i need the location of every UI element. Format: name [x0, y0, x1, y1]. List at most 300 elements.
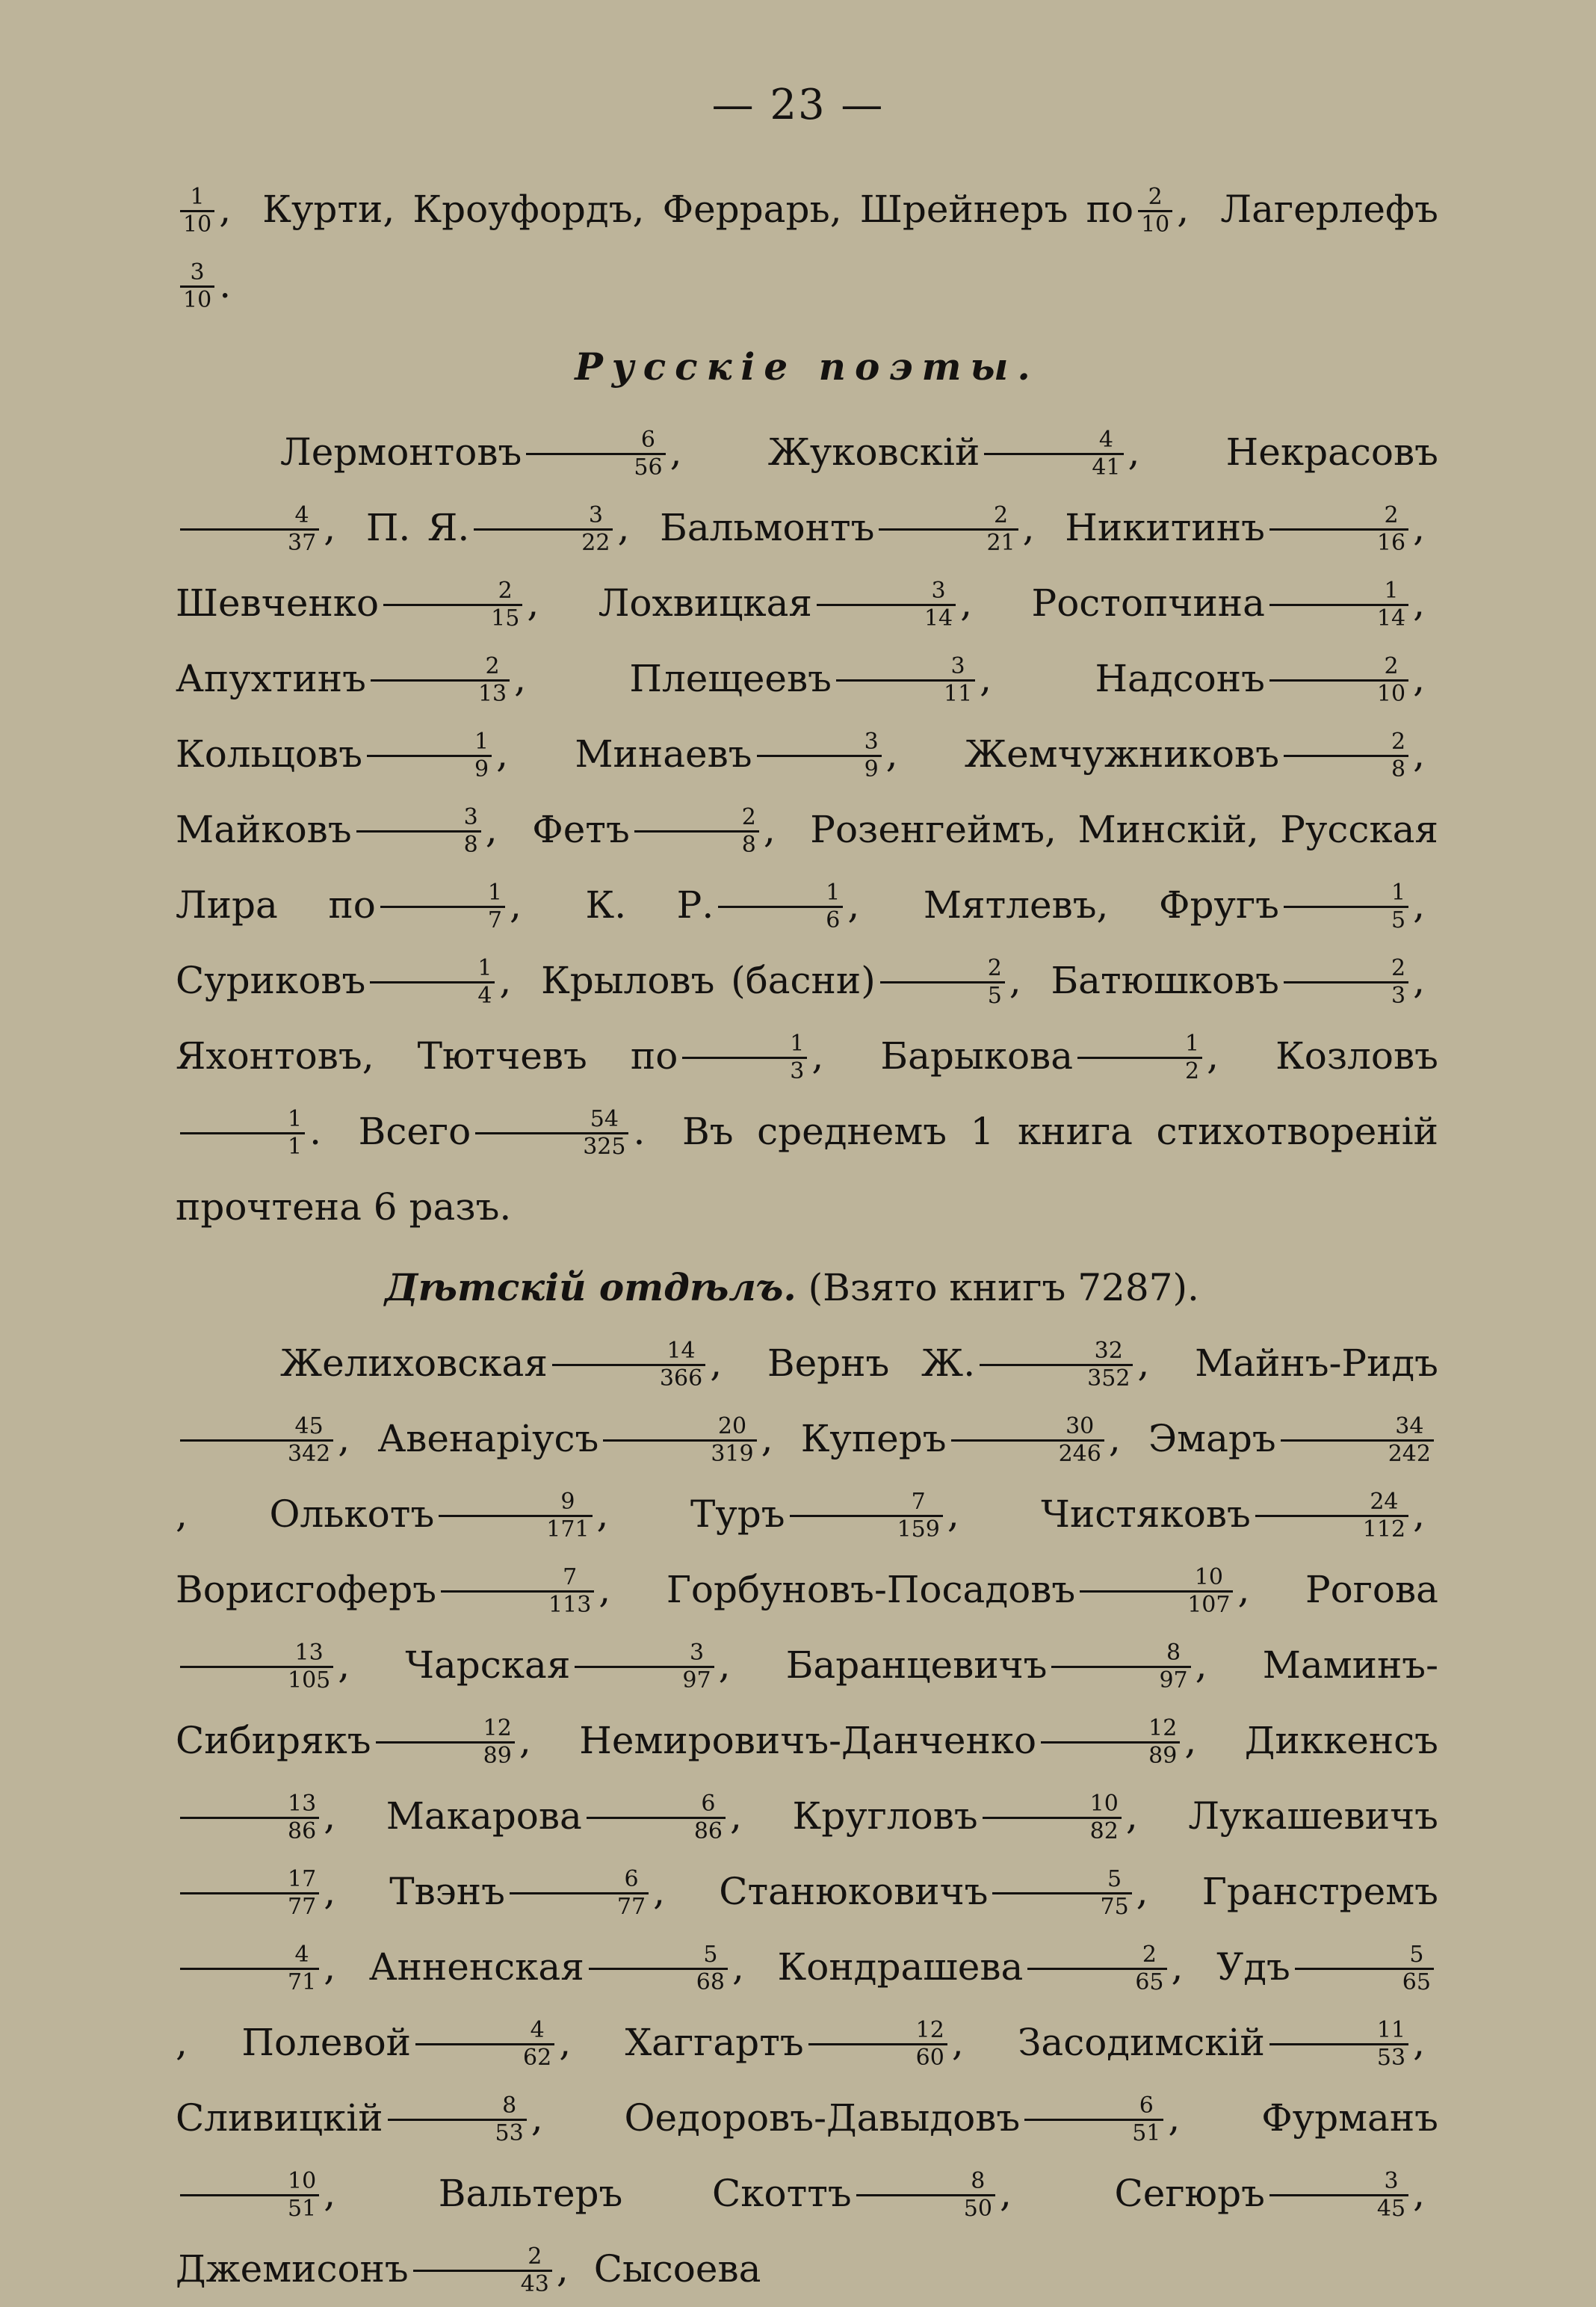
- fraction-numerator: 1: [1384, 577, 1399, 604]
- entry-punctuation: ,: [999, 2172, 1012, 2215]
- fraction-numerator: 6: [1139, 2092, 1154, 2119]
- entry-label: К. Р.: [585, 883, 714, 927]
- entry-fraction: [682, 1032, 807, 1084]
- fraction-numerator: 24: [1370, 1488, 1399, 1515]
- fraction-denominator: 107: [1080, 1590, 1233, 1617]
- frequency-entry: [368, 1941, 758, 1995]
- fraction-denominator: 21: [879, 528, 1018, 555]
- entry-fraction: [1269, 652, 1408, 707]
- entry-punctuation: ,: [951, 2021, 964, 2064]
- frequency-entry: [660, 501, 1048, 556]
- entry-fraction: [1269, 2016, 1408, 2071]
- frequency-entry: [579, 1714, 1210, 1769]
- fraction-numerator: 12: [1148, 1714, 1178, 1741]
- entry-punctuation: ,: [596, 1492, 609, 1536]
- fraction-numerator: 3: [931, 577, 946, 604]
- entry-label: Шевченко: [176, 581, 380, 625]
- entry-punctuation: ,: [1237, 1568, 1250, 1611]
- entry-punctuation: ,: [1413, 959, 1425, 1002]
- fraction-numerator: 8: [502, 2092, 517, 2119]
- entry-punctuation: ,: [710, 1341, 723, 1385]
- fraction-numerator: 1: [474, 728, 489, 755]
- frequency-entry: [598, 577, 986, 631]
- fraction-denominator: 13: [371, 679, 510, 706]
- fraction-denominator: 86: [587, 1817, 726, 1844]
- fraction-numerator: 3: [463, 803, 478, 830]
- entry-punctuation: ,: [556, 2247, 569, 2291]
- fraction-numerator: 10: [288, 2167, 317, 2194]
- fraction-numerator: 13: [294, 1639, 324, 1666]
- entry-punctuation: ,: [499, 959, 512, 1002]
- frequency-entry: [880, 1030, 1232, 1084]
- entry-fraction: [180, 1943, 319, 1995]
- frequency-entry: [594, 2247, 761, 2291]
- entry-fraction: [880, 954, 1005, 1009]
- entry-label: Минаевъ: [575, 732, 752, 776]
- entry-label: Твэнъ: [389, 1870, 505, 1913]
- fraction-denominator: 89: [1041, 1741, 1180, 1768]
- entry-punctuation: ,: [669, 430, 682, 474]
- fraction-denominator: 9: [367, 755, 492, 782]
- entry-label: Удъ: [1216, 1945, 1290, 1989]
- entry-punctuation: ,: [1125, 1794, 1138, 1838]
- fraction-denominator: 68: [589, 1968, 728, 1995]
- fraction-numerator: 20: [717, 1412, 747, 1439]
- fraction-numerator: 4: [294, 1941, 309, 1968]
- entry-fraction: [1051, 1641, 1190, 1693]
- fraction-denominator: 16: [1269, 528, 1408, 555]
- entry-fraction: [180, 501, 319, 556]
- entry-punctuation: ,: [485, 808, 498, 851]
- fraction-numerator: 2: [987, 954, 1002, 981]
- frequency-entry: [1051, 954, 1438, 1009]
- entry-label: Чарская: [405, 1643, 571, 1687]
- fraction-numerator: 2: [528, 2243, 542, 2270]
- fraction-numerator: 3: [588, 501, 603, 528]
- frequency-entry: [792, 1790, 1151, 1844]
- entry-punctuation: ,: [1136, 1870, 1148, 1913]
- entry-label: Барыкова: [880, 1034, 1074, 1078]
- fraction-numerator: 3: [190, 259, 205, 285]
- fraction-denominator: 89: [376, 1741, 515, 1768]
- fraction-numerator: 2: [994, 501, 1009, 528]
- russian-poets-paragraph: [176, 415, 1438, 1245]
- fraction-denominator: 50: [856, 2194, 995, 2221]
- frequency-entry: [964, 728, 1438, 782]
- entry-label: Сегюръ: [1114, 2172, 1265, 2215]
- fraction-denominator: 75: [992, 1892, 1131, 1919]
- entry-fraction: [370, 954, 495, 1009]
- fraction-denominator: 3: [682, 1057, 807, 1084]
- entry-punctuation: ,: [598, 1568, 611, 1611]
- entry-fraction: [510, 1865, 649, 1920]
- fraction-numerator: 7: [911, 1488, 926, 1515]
- fraction-numerator: 2: [1391, 728, 1406, 755]
- entry-punctuation: ,: [1137, 1341, 1150, 1385]
- fraction-denominator: 51: [1024, 2119, 1163, 2146]
- entry-fraction: [984, 428, 1123, 480]
- entry-punctuation: ,: [338, 1417, 350, 1460]
- entry-punctuation: ,: [1413, 506, 1425, 549]
- fraction-denominator: 342: [180, 1439, 333, 1466]
- entry-label: Оедоровъ-Давыдовъ: [624, 2096, 1021, 2140]
- fraction-numerator: 3: [864, 728, 879, 755]
- frequency-entry: [386, 1790, 755, 1844]
- entry-label: Станюковичъ: [719, 1870, 989, 1913]
- entry-label: Мятлевъ, Фругъ: [923, 883, 1279, 927]
- entry-label: Диккенсъ: [1244, 1719, 1438, 1762]
- frequency-entry: [777, 1941, 1197, 1995]
- fraction-denominator: 5: [880, 981, 1005, 1008]
- fraction-denominator: 113: [441, 1590, 594, 1617]
- entry-fraction: [439, 1490, 592, 1542]
- entry-punctuation: ,: [1009, 959, 1021, 1002]
- fraction-denominator: 242: [1281, 1439, 1434, 1466]
- frequency-entry: [666, 1563, 1264, 1618]
- fraction-denominator: 3: [1284, 981, 1408, 1008]
- frequency-entry: [923, 879, 1438, 933]
- entry-label: Макарова: [386, 1794, 582, 1838]
- entry-fraction: [1284, 730, 1408, 782]
- entry-punctuation: ,: [653, 1870, 666, 1913]
- entry-label: Анненская: [368, 1945, 584, 1989]
- entry-punctuation: .: [219, 263, 232, 306]
- entry-label: Кругловъ: [792, 1794, 978, 1838]
- frequency-entry: [377, 1412, 786, 1467]
- entry-label: Сливицкій: [176, 2096, 383, 2140]
- entry-fraction: [856, 2169, 995, 2221]
- entry-fraction: [992, 1865, 1131, 1920]
- fraction-denominator: 56: [526, 453, 665, 480]
- fraction-denominator: 53: [388, 2119, 527, 2146]
- frequency-entry: [575, 728, 911, 782]
- entry-fraction: [1024, 2094, 1163, 2146]
- entry-punctuation: ,: [531, 2096, 543, 2140]
- frequency-entry: [358, 1105, 659, 1160]
- fraction-denominator: 43: [413, 2270, 552, 2297]
- fraction-numerator: 1: [190, 183, 205, 210]
- entry-fraction: [757, 730, 882, 782]
- entry-fraction: [634, 803, 759, 858]
- frequency-entry: [176, 2243, 582, 2297]
- entry-label: Желиховская: [280, 1341, 548, 1385]
- entry-label: Эмаръ: [1148, 1417, 1276, 1460]
- entry-fraction: [790, 1490, 943, 1542]
- entry-fraction: [1284, 881, 1408, 933]
- frequency-entry: [1095, 652, 1438, 707]
- fraction-denominator: 60: [808, 2043, 947, 2070]
- fraction-numerator: 2: [485, 652, 500, 679]
- entry-fraction: [180, 1412, 333, 1467]
- entry-fraction: [180, 1792, 319, 1844]
- fraction-numerator: 30: [1065, 1412, 1095, 1439]
- entry-label: Апухтинъ: [176, 657, 366, 700]
- fraction-denominator: 112: [1255, 1515, 1408, 1542]
- fraction-numerator: 7: [563, 1563, 578, 1590]
- entry-punctuation: ,: [732, 1945, 744, 1989]
- entry-label: Жемчужниковъ: [964, 732, 1279, 776]
- page-number: — 23 —: [711, 81, 885, 129]
- frequency-entry: [719, 1865, 1161, 1920]
- entry-fraction: [980, 1339, 1133, 1391]
- fraction-numerator: 9: [560, 1488, 575, 1515]
- frequency-entry: [767, 1337, 1163, 1392]
- fraction-numerator: 6: [701, 1790, 716, 1817]
- fraction-numerator: 2: [1384, 652, 1399, 679]
- fraction-numerator: 2: [1142, 1941, 1157, 1968]
- entry-label: Ворисгоферъ: [176, 1568, 437, 1611]
- entry-punctuation: ,: [496, 732, 508, 776]
- entry-fraction: [589, 1943, 728, 1995]
- entry-label: Олькотъ: [269, 1492, 435, 1536]
- entry-fraction: [180, 1105, 305, 1160]
- entry-punctuation: ,: [1207, 1034, 1219, 1078]
- entry-punctuation: ,: [617, 506, 630, 549]
- fraction-denominator: 45: [1269, 2194, 1408, 2221]
- entry-label: Гранстремъ: [1201, 1870, 1438, 1913]
- entry-fraction: [1077, 1032, 1202, 1084]
- fraction-denominator: 15: [383, 604, 522, 631]
- fraction-numerator: 8: [1166, 1639, 1181, 1666]
- frequency-entry: [365, 501, 643, 556]
- fraction-numerator: 2: [1391, 954, 1406, 981]
- frequency-entry: [625, 2016, 977, 2071]
- fraction-numerator: 1: [487, 879, 502, 906]
- fraction-numerator: 1: [288, 1105, 303, 1132]
- fraction-denominator: 10: [180, 285, 214, 312]
- entry-punctuation: ,: [338, 1643, 350, 1687]
- fraction-denominator: 41: [984, 453, 1123, 480]
- fraction-numerator: 5: [703, 1941, 718, 1968]
- fraction-denominator: 22: [474, 528, 613, 555]
- entry-fraction: [180, 1641, 333, 1693]
- childrens-section-heading: [176, 1250, 1438, 1326]
- entry-label: Сысоева: [593, 2247, 761, 2291]
- entry-label: Вальтеръ Скоттъ: [438, 2172, 852, 2215]
- fraction-numerator: 17: [288, 1865, 317, 1892]
- entry-label: Полевой: [241, 2021, 412, 2064]
- entry-punctuation: ,: [1177, 188, 1190, 231]
- fraction-numerator: 4: [1098, 426, 1113, 453]
- entry-punctuation: ,: [1413, 657, 1425, 700]
- poets-summary: Въ среднемъ 1 книга стихотвореній прочтена 6 разъ.: [176, 1110, 1438, 1229]
- entry-fraction: [983, 1792, 1122, 1844]
- entry-label: Горбуновъ-Посадовъ: [666, 1568, 1076, 1611]
- entry-fraction: [1269, 501, 1408, 556]
- fraction-numerator: 13: [288, 1790, 317, 1817]
- entry-fraction: [879, 501, 1018, 556]
- fraction-numerator: 12: [915, 2016, 944, 2043]
- entry-label: Лермонтовъ: [280, 430, 522, 474]
- entry-label: Хаггартъ: [625, 2021, 804, 2064]
- fraction-denominator: 77: [180, 1892, 319, 1919]
- fraction-denominator: 37: [180, 528, 319, 555]
- entry-label: Батюшковъ: [1051, 959, 1279, 1002]
- entry-punctuation: ,: [1413, 883, 1425, 927]
- entry-label: Маминъ-Сибирякъ: [176, 1643, 1438, 1762]
- entry-fraction: [180, 2169, 319, 2221]
- fraction-numerator: 8: [971, 2167, 986, 2194]
- childrens-section-subtitle: (Взято книгъ 7287).: [808, 1266, 1199, 1309]
- entry-punctuation: ,: [730, 1794, 742, 1838]
- entry-punctuation: ,: [1128, 430, 1140, 474]
- fraction-denominator: 105: [180, 1666, 333, 1693]
- entry-fraction: [526, 428, 665, 480]
- entry-label: Курти, Кроуфордъ, Феррарь, Шрейнеръ по: [262, 188, 1134, 231]
- entry-fraction: [180, 261, 214, 312]
- fraction-denominator: 14: [1269, 604, 1408, 631]
- entry-fraction: [1138, 185, 1172, 237]
- frequency-entry: [1018, 2016, 1438, 2071]
- frequency-entry: [280, 1337, 735, 1392]
- entry-label: Надсонъ: [1095, 657, 1265, 700]
- entry-label: Крыловъ (басни): [541, 959, 876, 1002]
- entry-label: Жуковскій: [767, 430, 980, 474]
- fraction-numerator: 5: [1409, 1941, 1424, 1968]
- fraction-denominator: 1: [180, 1132, 305, 1159]
- fraction-denominator: 325: [475, 1132, 628, 1159]
- intro-paragraph: [176, 172, 1438, 323]
- entry-label: Баранцевичъ: [785, 1643, 1048, 1687]
- fraction-denominator: 10: [1269, 679, 1408, 706]
- entry-label: Кондрашева: [777, 1945, 1024, 1989]
- entry-punctuation: ,: [847, 883, 860, 927]
- fraction-denominator: 159: [790, 1515, 943, 1542]
- fraction-numerator: 1: [790, 1030, 805, 1057]
- frequency-entry: [280, 426, 695, 481]
- entry-punctuation: ,: [1413, 2021, 1425, 2064]
- page-body: [176, 172, 1438, 2307]
- frequency-entry: [389, 1865, 678, 1920]
- fraction-denominator: 62: [415, 2043, 554, 2070]
- entry-punctuation: ,: [1195, 1643, 1207, 1687]
- frequency-entry: [1065, 501, 1438, 556]
- fraction-denominator: 97: [575, 1666, 714, 1693]
- entry-fraction: [367, 730, 492, 782]
- entry-punctuation: ,: [219, 188, 232, 231]
- entry-punctuation: ,: [324, 506, 336, 549]
- fraction-denominator: 171: [439, 1515, 592, 1542]
- fraction-numerator: 1: [1391, 879, 1406, 906]
- fraction-numerator: 14: [666, 1337, 696, 1364]
- fraction-numerator: 11: [1376, 2016, 1406, 2043]
- entry-punctuation: .: [633, 1110, 646, 1153]
- fraction-denominator: 53: [1269, 2043, 1408, 2070]
- entry-fraction: [475, 1105, 628, 1160]
- fraction-numerator: 10: [1194, 1563, 1223, 1590]
- entry-label: Немировичъ-Данченко: [579, 1719, 1037, 1762]
- fraction-numerator: 54: [590, 1105, 619, 1132]
- entry-fraction: [1269, 2169, 1408, 2221]
- entry-punctuation: ,: [519, 1719, 531, 1762]
- fraction-numerator: 3: [950, 652, 965, 679]
- entry-fraction: [356, 803, 481, 858]
- entry-label: Авенаріусъ: [377, 1417, 599, 1460]
- entry-fraction: [552, 1339, 705, 1391]
- frequency-entry: [1031, 577, 1438, 631]
- entry-punctuation: ,: [1184, 1719, 1197, 1762]
- frequency-entry: [785, 1639, 1221, 1693]
- entry-label: Чистяковъ: [1041, 1492, 1251, 1536]
- entry-label: Вернъ Ж.: [767, 1341, 976, 1385]
- entry-fraction: [1269, 579, 1408, 631]
- fraction-numerator: 1: [826, 879, 841, 906]
- fraction-numerator: 3: [1384, 2167, 1399, 2194]
- fraction-denominator: 2: [1077, 1057, 1202, 1084]
- fraction-denominator: 14: [817, 604, 956, 631]
- fraction-denominator: 246: [951, 1439, 1104, 1466]
- entry-label: Кольцовъ: [176, 732, 362, 776]
- entry-label: Лагерлефъ: [1220, 188, 1438, 231]
- entry-label: Никитинъ: [1065, 506, 1265, 549]
- fraction-denominator: 86: [180, 1817, 319, 1844]
- entry-label: Фетъ: [532, 808, 630, 851]
- fraction-denominator: 6: [718, 906, 843, 933]
- entry-fraction: [180, 185, 214, 237]
- fraction-denominator: 319: [603, 1439, 756, 1466]
- entry-fraction: [413, 2245, 552, 2297]
- entry-fraction: [1255, 1490, 1408, 1542]
- entry-label: Фурманъ: [1261, 2096, 1438, 2140]
- fraction-numerator: 10: [1089, 1790, 1119, 1817]
- fraction-denominator: 97: [1051, 1666, 1190, 1693]
- fraction-denominator: 65: [1027, 1968, 1166, 1995]
- frequency-entry: [176, 183, 244, 238]
- frequency-entry: [262, 183, 1202, 238]
- frequency-entry: [1114, 2167, 1439, 2222]
- fraction-numerator: 2: [1148, 183, 1163, 210]
- frequency-entry: [532, 803, 789, 858]
- fraction-numerator: 1: [477, 954, 492, 981]
- entry-punctuation: ,: [324, 2172, 336, 2215]
- fraction-numerator: 2: [741, 803, 756, 830]
- fraction-numerator: 34: [1395, 1412, 1424, 1439]
- fraction-numerator: 12: [483, 1714, 512, 1741]
- entry-punctuation: ,: [763, 808, 776, 851]
- fraction-numerator: 2: [498, 577, 513, 604]
- frequency-entry: [176, 803, 511, 858]
- entry-punctuation: ,: [176, 2021, 188, 2064]
- entry-label: Козловъ: [1275, 1034, 1438, 1078]
- entry-fraction: [603, 1412, 756, 1467]
- entry-fraction: [474, 501, 613, 556]
- entry-label: Ростопчина: [1031, 581, 1265, 625]
- entry-fraction: [1281, 1412, 1434, 1467]
- fraction-denominator: 10: [1138, 210, 1172, 237]
- entry-label: Майковъ: [176, 808, 352, 851]
- fraction-denominator: 352: [980, 1364, 1133, 1391]
- entry-punctuation: ,: [324, 1794, 336, 1838]
- frequency-entry: [176, 652, 539, 707]
- entry-punctuation: ,: [1022, 506, 1035, 549]
- fraction-denominator: 65: [1295, 1968, 1434, 1995]
- entry-fraction: [383, 579, 522, 631]
- entry-fraction: [180, 1865, 319, 1920]
- fraction-denominator: 5: [1284, 906, 1408, 933]
- entry-label: Засодимскій: [1018, 2021, 1265, 2064]
- fraction-denominator: 9: [757, 755, 882, 782]
- entry-fraction: [415, 2016, 554, 2071]
- entry-fraction: [1080, 1563, 1233, 1618]
- entry-fraction: [808, 2016, 947, 2071]
- entry-fraction: [817, 579, 956, 631]
- entry-punctuation: ,: [885, 732, 898, 776]
- entry-punctuation: ,: [324, 1870, 336, 1913]
- frequency-entry: [767, 426, 1154, 481]
- entry-punctuation: ,: [509, 883, 522, 927]
- frequency-entry: [629, 652, 1005, 707]
- entry-fraction: [441, 1563, 594, 1618]
